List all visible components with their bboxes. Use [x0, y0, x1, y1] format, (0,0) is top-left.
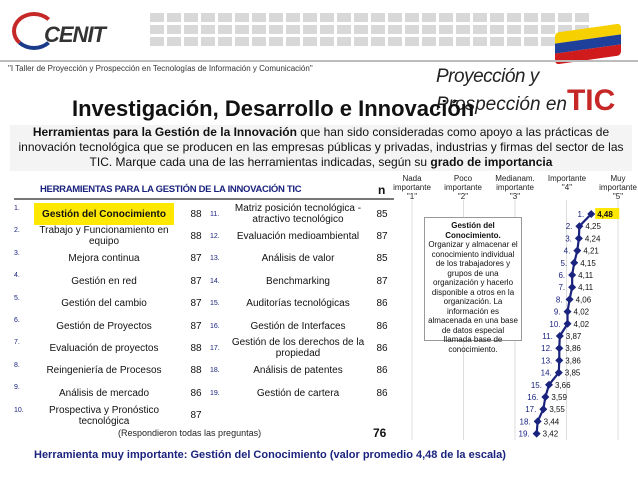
- table-row: [14, 270, 394, 292]
- item-label: 2.: [565, 222, 573, 232]
- tool-name: Análisis de patentes: [253, 365, 343, 377]
- tool-name: Mejora continua: [68, 253, 140, 265]
- table-total: 76: [373, 426, 387, 440]
- tool-n: 85: [376, 253, 388, 265]
- intro-lead: Herramientas para la Gestión de la Innovación: [32, 125, 297, 139]
- row-number: 16.: [210, 322, 220, 330]
- scale-code: "3": [509, 192, 521, 201]
- row-number: 13.: [210, 255, 220, 263]
- item-label: 11.: [542, 332, 553, 341]
- tool-n: 87: [190, 298, 202, 310]
- tool-name: Prospectiva y Pronóstico tecnológica: [48, 404, 160, 427]
- item-label: 3.: [565, 234, 572, 244]
- tool-name: Gestión de Proyectos: [56, 320, 152, 332]
- data-point: [533, 430, 541, 438]
- table-row: [14, 337, 394, 359]
- tool-n: 86: [376, 342, 388, 354]
- panel-lead: Gestión del Conocimiento.: [445, 221, 501, 240]
- scale-code: "4": [561, 183, 573, 192]
- brand-line-1: Proyección y: [436, 66, 539, 87]
- logo-text: CENIT: [44, 22, 105, 47]
- data-point: [575, 234, 583, 242]
- tool-name: Benchmarking: [266, 275, 330, 287]
- table-row: [14, 405, 394, 427]
- value-label: 4,25: [585, 222, 601, 232]
- table-row: [14, 293, 394, 315]
- scale-label: Poco importante: [444, 174, 482, 192]
- row-number: 9.: [14, 384, 20, 392]
- brand-tic: TIC: [566, 84, 616, 117]
- table-footnote: (Respondieron todas las preguntas): [118, 428, 262, 438]
- row-number: 2.: [14, 227, 20, 235]
- row-number: 17.: [210, 344, 220, 352]
- data-point: [568, 283, 576, 291]
- scale-code: "5": [612, 192, 624, 201]
- tool-n: 87: [190, 253, 202, 265]
- data-point: [573, 247, 581, 255]
- tool-n: 87: [376, 230, 388, 242]
- intro-text: que han sido consideradas como apoyo a las prácticas de innovación tecnológica que se producen en las empresas públicas y privadas, industrias y firmas del sector de las TIC. Marque cada una de las herramientas indicadas, según su: [18, 125, 624, 169]
- scale-code: "2": [457, 192, 469, 201]
- tool-name: Trabajo y Funcionamiento en equipo: [39, 225, 169, 248]
- value-label: 3,85: [564, 368, 581, 378]
- table-row: [14, 225, 394, 247]
- scale-code: "1": [406, 192, 418, 201]
- tool-n: 85: [376, 208, 388, 220]
- tool-n: 88: [190, 208, 202, 220]
- value-label: 3,86: [565, 344, 581, 354]
- header-divider: [0, 60, 638, 62]
- tool-name: Auditorías tecnológicas: [246, 298, 350, 310]
- tool-name: Gestión de Interfaces: [250, 320, 346, 332]
- tool-n: 86: [376, 387, 388, 399]
- scale-label: Nada importante: [393, 174, 431, 192]
- data-point: [555, 356, 563, 364]
- item-label: 18.: [519, 417, 531, 427]
- scale-level: [386, 174, 438, 201]
- table-row: [14, 315, 394, 337]
- item-label: 19.: [518, 429, 530, 439]
- row-number: 1.: [14, 205, 20, 212]
- value-label: 4,06: [575, 295, 592, 305]
- tool-n: 87: [376, 275, 388, 287]
- data-point: [570, 259, 578, 267]
- data-point: [568, 271, 576, 279]
- item-label: 6.: [558, 271, 566, 280]
- tool-name: Evaluación de proyectos: [49, 342, 159, 354]
- table-row: [14, 248, 394, 270]
- item-label: 9.: [553, 307, 561, 317]
- tool-name: Gestión del Conocimiento: [34, 203, 174, 225]
- row-number: 6.: [14, 317, 20, 324]
- tool-name: Gestión del cambio: [61, 298, 147, 310]
- cenit-logo: [8, 8, 140, 54]
- tool-name: Gestión de cartera: [256, 387, 340, 399]
- tool-n: 86: [376, 365, 388, 377]
- tool-n: 86: [376, 298, 388, 310]
- tool-n: 86: [190, 387, 202, 399]
- row-number: 10.: [14, 406, 24, 414]
- value-label: 4,15: [580, 258, 596, 268]
- row-number: 4.: [14, 272, 20, 280]
- scale-level: [592, 174, 638, 201]
- tool-name: Análisis de mercado: [58, 387, 150, 399]
- tool-n: 87: [190, 320, 202, 332]
- item-label: 8.: [555, 295, 563, 305]
- value-label: 3,86: [565, 356, 581, 366]
- header-pattern-overlay: [150, 10, 590, 46]
- value-label: 3,87: [565, 332, 582, 341]
- data-point: [564, 308, 572, 316]
- scale-label: Muy importante: [599, 174, 637, 192]
- workshop-title: "I Taller de Proyección y Prospección en Tecnologías de Información y Comunicación": [8, 64, 313, 73]
- value-label: 3,42: [542, 429, 559, 439]
- row-number: 11.: [210, 210, 220, 218]
- item-label: 10.: [549, 319, 561, 329]
- tool-n: 87: [190, 410, 202, 422]
- table-n-header: n: [378, 183, 386, 197]
- row-number: 7.: [14, 339, 20, 347]
- value-label: 4,02: [573, 319, 590, 329]
- value-label: 3,66: [554, 380, 571, 390]
- table-row: [14, 382, 394, 404]
- value-label: 4,48: [597, 210, 613, 219]
- value-label: 4,24: [584, 234, 601, 244]
- intro-tail: grado de importancia: [430, 155, 553, 169]
- item-label: 5.: [560, 258, 568, 268]
- value-label: 4,02: [573, 307, 590, 317]
- slide-title: Investigación, Desarrollo e Innovación: [72, 96, 475, 121]
- item-label: 16.: [527, 393, 539, 402]
- panel-text: Organizar y almacenar el conocimiento individual de los trabajadores y grupos de una organización y hacerlo disponible a otros en la organización. La información es almacenada en una base de datos especial llamada base de conocimiento.: [428, 240, 518, 354]
- conclusion-text: Herramienta muy importante: Gestión del Conocimiento (valor promedio 4,48 de la escala): [34, 449, 506, 461]
- value-label: 3,59: [551, 393, 567, 402]
- item-label: 7.: [558, 283, 566, 293]
- table-row: [14, 203, 394, 225]
- row-number: 12.: [210, 232, 220, 240]
- tool-name: Matriz posición tecnológica - atractivo tecnológico: [234, 203, 362, 225]
- knowledge-management-panel: [424, 217, 522, 354]
- data-point: [534, 417, 542, 425]
- table-row: [14, 360, 394, 382]
- row-number: 8.: [14, 361, 20, 369]
- tool-name: Análisis de valor: [261, 253, 335, 265]
- brand-line-2-text: Prospección en: [436, 94, 567, 115]
- item-label: 14.: [540, 368, 552, 378]
- row-number: 3.: [14, 249, 20, 257]
- scale-level: [489, 174, 541, 201]
- item-label: 13.: [541, 356, 553, 366]
- value-label: 3,44: [543, 417, 560, 427]
- scale-label: Importante: [547, 174, 587, 183]
- item-label: 1.: [577, 210, 585, 219]
- data-point: [541, 393, 549, 401]
- table-header: HERRAMIENTAS PARA LA GESTIÓN DE LA INNOVACIÓN TIC: [40, 184, 302, 195]
- data-point: [539, 405, 547, 413]
- tool-name: Reingeniería de Procesos: [46, 365, 162, 377]
- data-point: [555, 344, 563, 352]
- intro-box: [10, 125, 632, 171]
- tool-name: Gestión de los derechos de la propiedad: [231, 337, 365, 360]
- row-number: 5.: [14, 294, 20, 302]
- scale-level: [437, 174, 489, 201]
- table-header-rule: [14, 198, 394, 200]
- item-label: 4.: [563, 246, 571, 256]
- tool-n: 86: [376, 320, 388, 332]
- value-label: 4,11: [578, 283, 594, 293]
- scale-label: Medianam. importante: [495, 174, 535, 192]
- item-label: 17.: [525, 405, 537, 415]
- tool-n: 87: [190, 275, 202, 287]
- tool-name: Gestión en red: [71, 275, 137, 287]
- row-number: 15.: [210, 300, 220, 308]
- scale-level: [541, 174, 593, 192]
- item-label: 15.: [530, 380, 542, 390]
- value-label: 4,21: [583, 246, 599, 256]
- tool-n: 88: [190, 230, 202, 242]
- item-label: 12.: [541, 344, 553, 354]
- tool-n: 88: [190, 342, 202, 354]
- tool-name: Evaluación medioambiental: [236, 230, 360, 242]
- tool-n: 88: [190, 365, 202, 377]
- row-number: 19.: [210, 389, 220, 397]
- value-label: 3,55: [549, 405, 565, 415]
- value-label: 4,11: [578, 271, 594, 280]
- row-number: 14.: [210, 277, 220, 285]
- row-number: 18.: [210, 367, 220, 375]
